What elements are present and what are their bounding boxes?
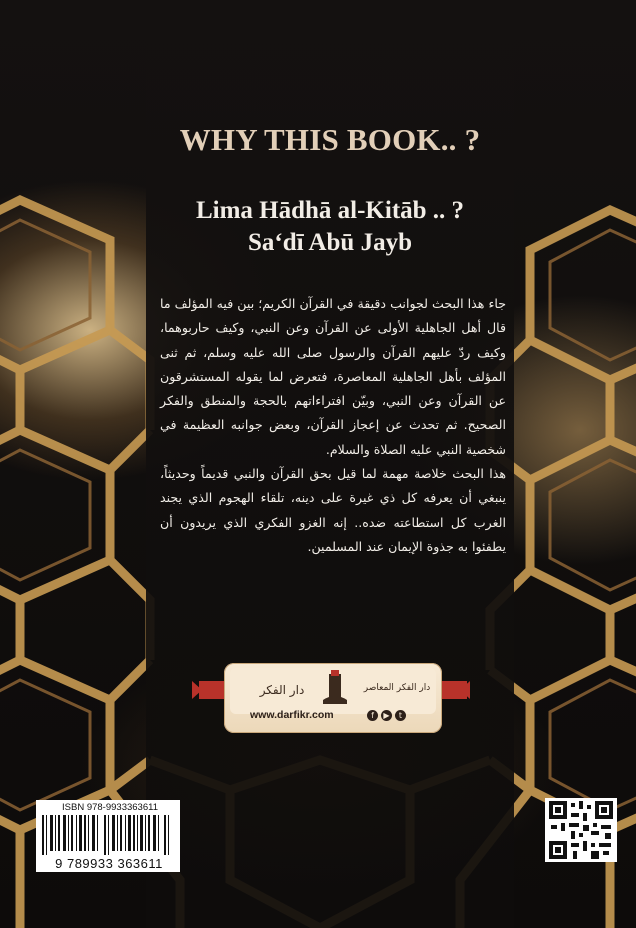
blurb-paragraph-1: جاء هذا البحث لجوانب دقيقة في القرآن الكريم؛ بين فيه المؤلف ما قال أهل الجاهلية الأولى عن القرآن وعن النبي، وكيف حاربوهما، وكيف ردّ عليهم القرآن والرسول صلى الله عليه وسلم، ثم ثنى المؤلف بأهل الجاهلية المعاصرة، فتعرض لما يقوله المستشرقون عن القرآن وعن النبي، وبيّن افتراءاتهم بالحجة والمنطق والفكر الصحيح. ثم تحدث عن إعجاز القرآن، وبعض جوانبه العظيمة في شخصية النبي عليه الصلاة والسلام. bbox=[160, 296, 506, 457]
publisher-name-secondary: دار الفكر المعاصر bbox=[363, 683, 431, 693]
english-heading: WHY THIS BOOK.. ? bbox=[179, 122, 481, 157]
barcode-bars-icon bbox=[42, 815, 174, 855]
publisher-website[interactable]: www.darfikr.com bbox=[250, 709, 334, 721]
transliterated-author: Sa‘dī Abū Jayb bbox=[248, 229, 412, 256]
qr-code-icon bbox=[549, 801, 613, 859]
isbn-label: ISBN 978-9933363611 bbox=[62, 802, 158, 813]
facebook-icon[interactable]: f bbox=[367, 710, 378, 721]
twitter-icon[interactable]: t bbox=[395, 710, 406, 721]
ribbon-tail-right bbox=[460, 681, 470, 699]
barcode-digits: 9 789933 363611 bbox=[55, 856, 163, 871]
youtube-icon[interactable]: ▶ bbox=[381, 710, 392, 721]
arabic-blurb bbox=[160, 292, 506, 559]
publisher-name-primary: دار الفكر bbox=[259, 683, 305, 697]
blurb-paragraph-2: هذا البحث خلاصة مهمة لما قيل بحق القرآن والنبي قديماً وحديثاً، ينبغي أن يعرفه كل ذي غيرة على دينه، تلقاء الهجوم الذي يجند الغرب كل استطاعته ضده.. إنه الغزو الفكري الذي يريدون أن يطفئوا به جذوة الإيمان عند المسلمين. bbox=[160, 466, 506, 554]
transliterated-title: Lima Hādhā al-Kitāb .. ? bbox=[195, 197, 465, 224]
qr-code bbox=[545, 798, 617, 862]
isbn-barcode bbox=[36, 800, 180, 872]
publisher-logo-icon bbox=[320, 670, 350, 706]
